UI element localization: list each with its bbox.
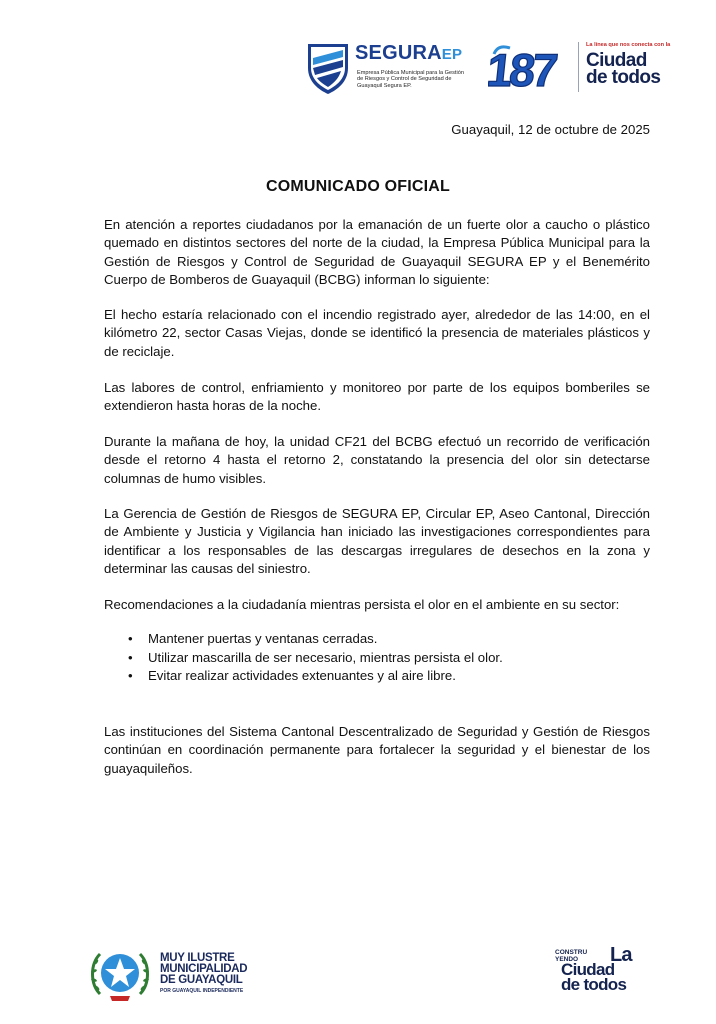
ciudad-de-todos-logo xyxy=(586,42,672,92)
construyendo-la-text: La xyxy=(610,944,632,966)
paragraph-investigation: La Gerencia de Gestión de Riesgos de SEGURA EP, Circular EP, Aseo Cantonal, Dirección de Ambiente y Justicia y Vigilancia han iniciado las investigaciones correspondientes para identificar a los responsables de las descargas irregulares de desechos en la zona y determinar las causas del siniestro. xyxy=(104,506,650,577)
document-title: COMUNICADO OFICIAL xyxy=(265,178,451,195)
paragraph-recommendations-intro: Recomendaciones a la ciudadanía mientras persista el olor en el ambiente en su sector: xyxy=(104,597,620,612)
segura-wordmark: SEGURAEP xyxy=(355,42,463,64)
bullet-icon: • xyxy=(128,668,133,684)
municipality-subtitle: POR GUAYAQUIL INDEPENDIENTE xyxy=(160,988,244,994)
paragraph-closing: Las instituciones del Sistema Cantonal Descentralizado de Seguridad y Gestión de Riesgos continúan en coordinación permanente para fortalecer la seguridad y el bienestar de los guayaquileños. xyxy=(104,724,650,776)
construyendo-ciudad-logo xyxy=(555,944,650,996)
paragraph-verification: Durante la mañana de hoy, la unidad CF21 del BCBG efectuó un recorrido de verificación desde el retorno 4 hasta el retorno 2, constatando la presencia del olor sin detectarse columnas de humo visibles. xyxy=(104,434,650,486)
paragraph-incident: El hecho estaría relacionado con el incendio registrado ayer, alrededor de las 14:00, en el kilómetro 22, sector Casas Viejas, donde se identificó la presencia de materiales plásticos y de reciclaje. xyxy=(104,307,650,359)
emergency-187-logo xyxy=(488,42,564,92)
ciudad-wordmark: Ciudad de todos xyxy=(586,50,661,88)
list-item: • Utilizar mascarilla de ser necesario, mientras persista el olor. xyxy=(128,649,648,668)
paragraph-intro: En atención a reportes ciudadanos por la emanación de un fuerte olor a caucho o plástico quemado en distintos sectores del norte de la ciudad, la Empresa Pública Municipal para la Gestión de Riesgos y Control de Seguridad de Guayaquil SEGURA EP y el Benemérito Cuerpo de Bomberos de Guayaquil (BCBG) informan lo siguiente: xyxy=(104,217,650,288)
construyendo-small-text: CONSTRU YENDO xyxy=(555,949,588,963)
municipality-name: MUY ILUSTRE MUNICIPALIDAD DE GUAYAQUIL xyxy=(160,952,248,986)
segura-ep-logo xyxy=(305,40,465,96)
construyendo-wordmark: Ciudad de todos xyxy=(561,960,627,994)
bullet-icon: • xyxy=(128,631,133,646)
list-item: • Evitar realizar actividades extenuantes y al aire libre. xyxy=(128,667,648,686)
laurel-star-emblem-icon xyxy=(86,944,154,1004)
svg-text:187: 187 xyxy=(488,44,558,92)
header-divider xyxy=(578,42,579,92)
paragraph-control: Las labores de control, enfriamiento y monitoreo por parte de los equipos bomberiles se extendieron hasta horas de la noche. xyxy=(104,380,650,414)
recommendations-list xyxy=(128,630,648,686)
bullet-icon: • xyxy=(128,649,133,665)
list-item: • Mantener puertas y ventanas cerradas. xyxy=(128,630,648,649)
segura-shield-icon xyxy=(305,40,351,96)
ciudad-tagline: La línea que nos conecta con la xyxy=(586,42,671,48)
segura-subtitle: Empresa Pública Municipal para la Gestión de Riesgos y Control de Seguridad de Guayaquil Segura EP. xyxy=(357,70,464,89)
document-date: Guayaquil, 12 de octubre de 2025 xyxy=(451,122,650,137)
municipality-logo xyxy=(86,944,256,1004)
